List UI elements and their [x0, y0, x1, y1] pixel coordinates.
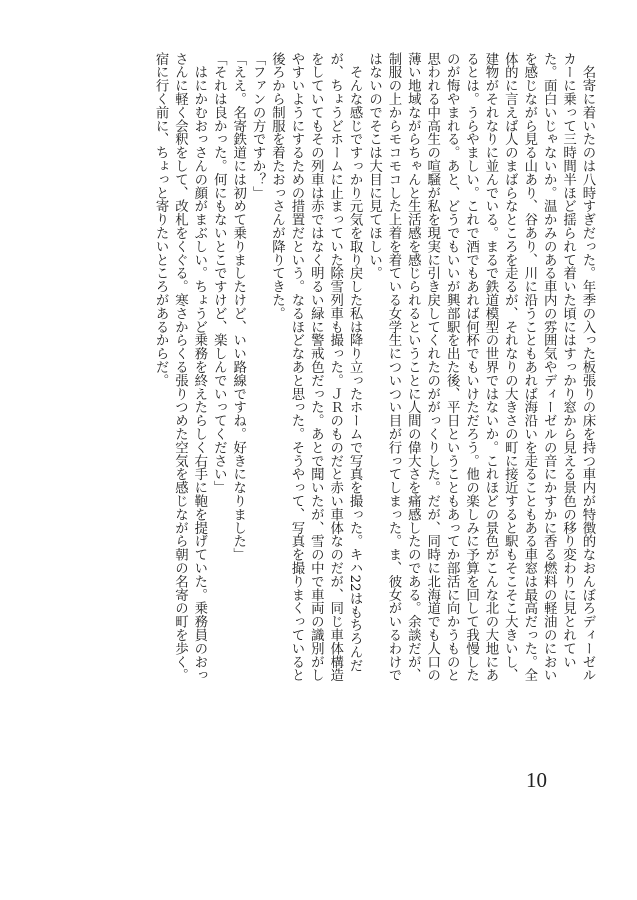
- paragraph: はにかむおっさんの顔がまぶしい。ちょうど乗務を終えたらしく右手に鞄を提げていた。乗務員のおっさんに軽く会釈をして、改札をくぐる。寒さからくる張りつめた空気を感じながら朝の名寄の町を歩く。宿に行く前に、ちょっと寄りたいところがあるからだ。: [153, 52, 207, 682]
- paragraph: そんな感じですっかり元気を取り戻した私は降り立ったホームで写真を撮った。キハ22はもちろんだが、ちょうどホームに止まっていた除雪列車も撮った。ＪＲのものだと赤い車体なのだが、同じ車体構造をしていてもその列車は赤ではなく明るい緑に警戒色だった。あとで聞いたが、雪の中で車両の識別がしやすいようにするための措置だという。なるほどなあと思った。そうやって、写真を撮りまくっていると後ろから制服を着たおっさんが降りてきた。: [269, 52, 363, 682]
- page-number: 10: [526, 768, 547, 792]
- dialogue-line: 「それは良かった。何にもないとこですけど、楽しんでいってください」: [211, 52, 227, 495]
- dialogue-line: 「ええ。名寄鉄道には初めて乗りましたけど、いい路線ですね。好きになりました」: [230, 52, 246, 562]
- vertical-text-block: [37, 52, 597, 690]
- paragraph: 名寄に着いたのは八時すぎだった。年季の入った板張りの床を持つ車内が特徴的なおんぼろディーゼルカーに乗って三時間半ほど揺られて着いた頃にはすっかり窓から見える景色の移り変わりに見とれていた。面白いじゃないか。温かみのある車内の雰囲気やディーゼルの音にかすかに香る燃料の軽油のにおいを感じながら見る山あり、谷あり、川に沿うこともあれば海沿いを走ることもある車窓は最高だった。全体的に言えば人のまばらなところを走るが、それなりの大きさの町に接近すると駅もそこそこ大きいし、建物がそれなりに並んでいる。まるで鉄道模型の世界ではないか。これほどの景色がこんな北の大地にあるとは。うらやましい。これで酒でもあれば何杯でもいけただろう。他の楽しみに予算を回して我慢したのが悔やまれる。あと、どうでもいいが興部駅を出た後、平日ということもあってか部活に向かうものと思われる中高生の喧騒が私を現実に引き戻してくれたのががっくりした。だが、同時に北海道でも人口の薄い地域ながらちゃんと生活感を感じられるということに人間の偉大さを痛感したのである。余談だが、制服の上からモコモコした上着を着ている女学生についつい目が行ってしまった。ま、彼女がいるわけではないのでそこは大目に見てほしい。: [366, 52, 595, 682]
- dialogue-line: 「ファンの方ですか？」: [250, 52, 266, 200]
